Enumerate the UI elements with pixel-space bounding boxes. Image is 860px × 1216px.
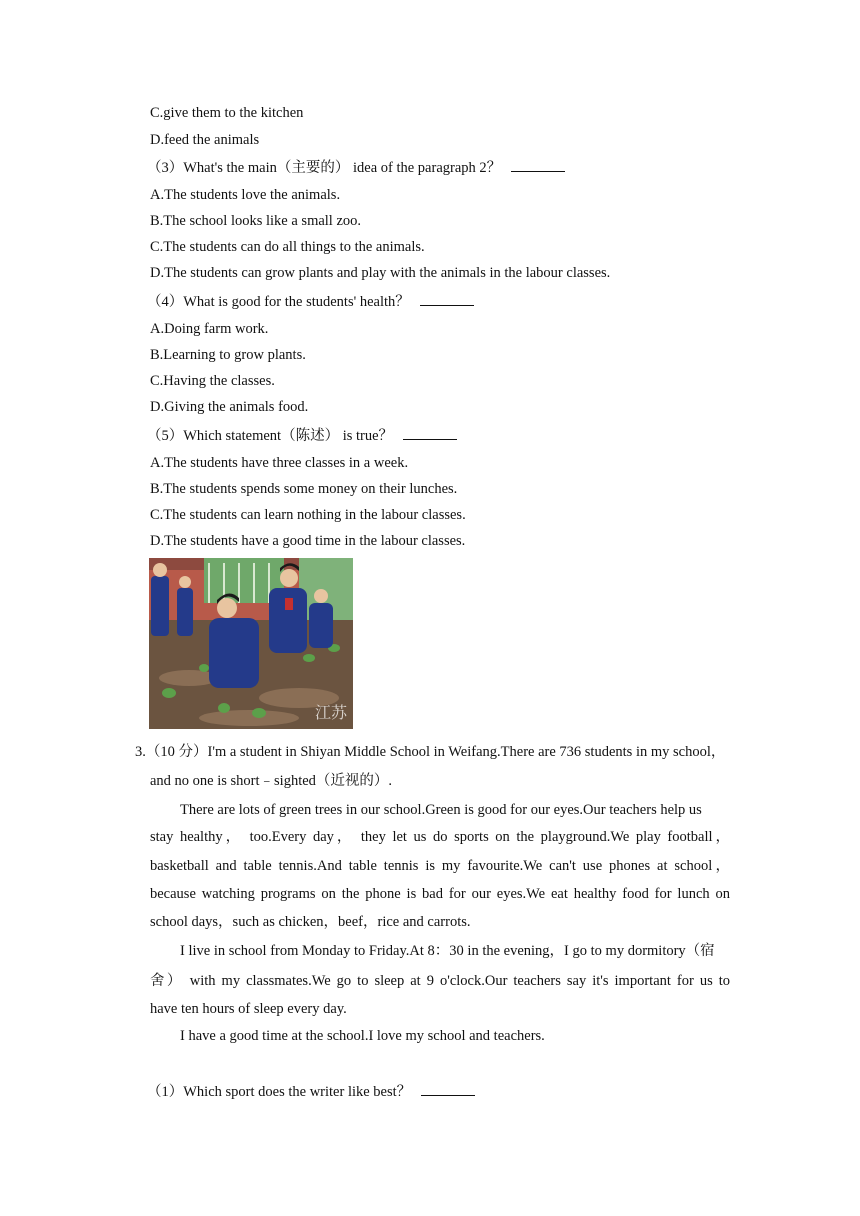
passage-line: because watching programs on the phone is bad for our eyes.We eat healthy food for lunch on bbox=[150, 886, 730, 902]
option-b: B.The students spends some money on their lunches. bbox=[150, 481, 458, 497]
option-a: A.Doing farm work. bbox=[150, 321, 269, 337]
option-b: B.Learning to grow plants. bbox=[150, 347, 306, 363]
question-3-heading: 3.（10 分）I'm a student in Shiyan Middle School in Weifang.There are 736 students in my school， bbox=[135, 744, 726, 760]
option-a: A.The students love the animals. bbox=[150, 187, 341, 203]
photo-watermark: 江苏 bbox=[314, 705, 347, 722]
option-d: D.feed the animals bbox=[150, 132, 260, 148]
passage-line: I have a good time at the school.I love my school and teachers. bbox=[180, 1028, 545, 1044]
answer-blank[interactable] bbox=[421, 1081, 475, 1096]
option-c: C.The students can learn nothing in the labour classes. bbox=[150, 507, 466, 523]
passage-line: There are lots of green trees in our school.Green is good for our eyes.Our teachers help us bbox=[180, 802, 702, 818]
answer-blank[interactable] bbox=[511, 157, 565, 172]
answer-blank[interactable] bbox=[403, 425, 457, 440]
question-stem bbox=[147, 425, 457, 446]
option-d: D.The students can grow plants and play with the animals in the labour classes. bbox=[150, 265, 611, 281]
option-c: C.Having the classes. bbox=[150, 373, 275, 389]
option-c: C.give them to the kitchen bbox=[150, 105, 304, 121]
option-c: C.The students can do all things to the animals. bbox=[150, 239, 425, 255]
option-a: A.The students have three classes in a week. bbox=[150, 455, 409, 471]
option-d: D.Giving the animals food. bbox=[150, 399, 309, 415]
question-stem bbox=[147, 291, 474, 312]
passage-line: I live in school from Monday to Friday.At 8：30 in the evening，I go to my dormitory（宿 bbox=[180, 943, 715, 959]
passage-line: school days，such as chicken，beef，rice and carrots. bbox=[150, 914, 471, 930]
passage-line: 舍） with my classmates.We go to sleep at 9 o'clock.Our teachers say it's important for us to bbox=[150, 973, 730, 989]
passage-line: basketball and table tennis.And table tennis is my favourite.We can't use phones at school， bbox=[150, 858, 730, 874]
answer-blank[interactable] bbox=[420, 291, 474, 306]
passage-line: stay healthy， too.Every day， they let us do sports on the playground.We play football， bbox=[150, 829, 730, 845]
question-3-heading-cont: and no one is short﹣sighted（近视的）. bbox=[150, 773, 393, 789]
stem-text: （4）What is good for the students' health？ bbox=[147, 294, 410, 310]
stem-text: （5）Which statement（陈述） is true？ bbox=[147, 428, 394, 444]
option-b: B.The school looks like a small zoo. bbox=[150, 213, 362, 229]
question-stem bbox=[147, 1081, 475, 1102]
passage-line: have ten hours of sleep every day. bbox=[150, 1001, 347, 1017]
stem-text: （3）What's the main（主要的） idea of the paragraph 2？ bbox=[147, 160, 502, 176]
stem-text: （1）Which sport does the writer like best？ bbox=[147, 1084, 412, 1100]
question-stem bbox=[147, 157, 565, 178]
option-d: D.The students have a good time in the labour classes. bbox=[150, 533, 466, 549]
students-planting-photo bbox=[149, 558, 353, 729]
